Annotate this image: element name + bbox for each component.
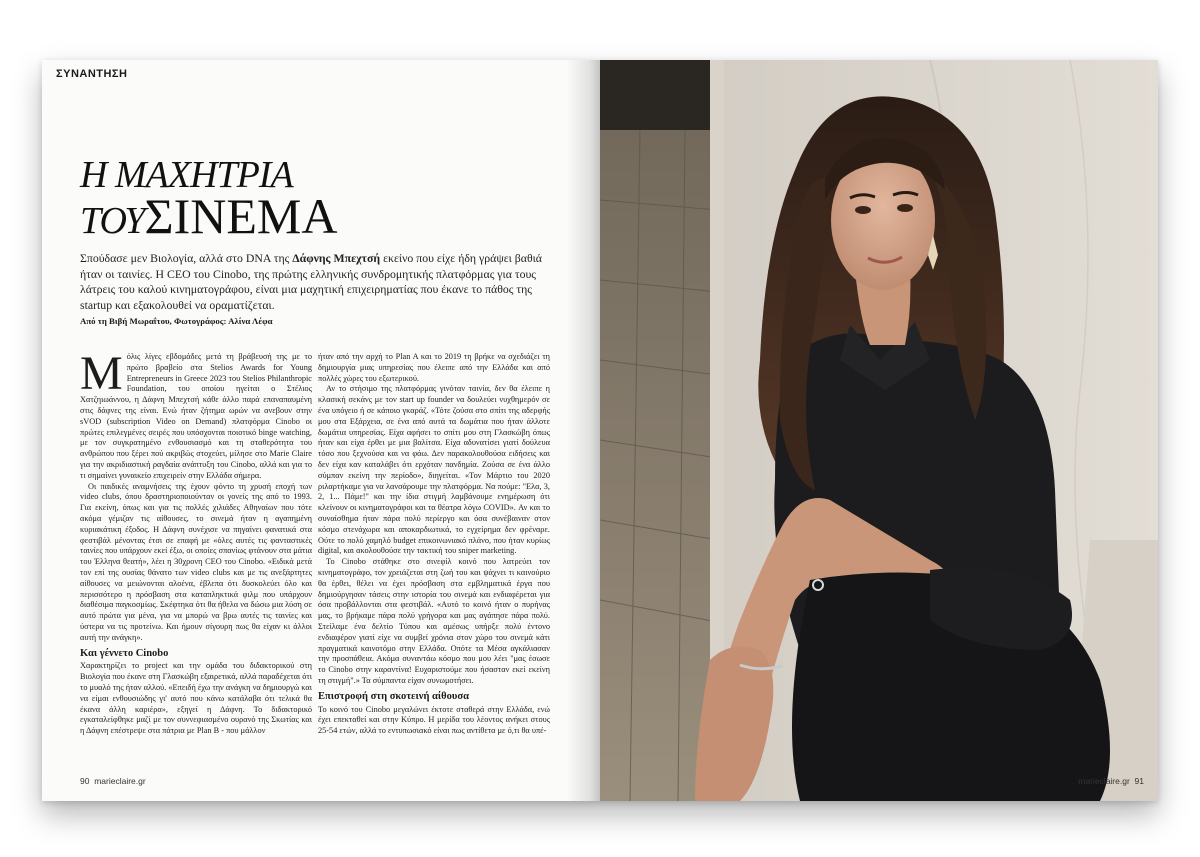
page-number: 90 [80,776,90,786]
body-paragraph: Το Cinobo στάθηκε στο σινεφίλ κοινό που λατρεύει τον κινηματογράφο, τον χρειάζεται στη ζωή του και ψάχνει τι καινούριο θα έρθει, θέλει να έχει πρόσβαση στα εμβληματικά έργα που δημιούργησαν τάσεις στην ιστορία του σινεμά και ενδιαφέρεται για όσα προβάλλονται στα φεστιβάλ. «Αυτό το κοινό ήταν ο πυρήνας μας, το βρήκαμε πάρα πολύ γρήγορα και μας αγάπησε πάρα πολύ. Στείλαμε ένα δελτίο Τύπου και αμέσως υπήρξε πολύ έντονο ενδιαφέρον γιατί είχε να συμβεί χρόνια στον χώρο του σινεμά κάτι πραγματικά καινοτόμο στην Ελλάδα. Οπότε τα Μέσα αγκάλιασαν την προσπάθεια. Ακόμα συναντάω κόσμο που μου λέει "μας έσωσε το Cinobo στην καραντίνα! Ευχαριστούμε που ήσασταν εκεί εκείνη τη στιγμή".» Τα σύμπαντα είχαν συνωμοτήσει. [318,557,550,685]
title-line-1: Η ΜΑΧΗΤΡΙΑ [80,154,293,196]
body-column-1 [80,347,312,737]
magazine-spread [42,60,1158,801]
folio-right [1078,776,1144,786]
page-number: 91 [1134,776,1144,786]
eye-right [897,204,913,212]
title-word-cinema: ΣΙΝΕΜΑ [144,187,338,244]
lead-paragraph [80,251,550,313]
right-page-photo [600,60,1158,801]
drop-cap: Μ [80,347,123,400]
section-label: ΣΥΝΑΝΤΗΣΗ [56,68,128,80]
body-paragraph: ήταν από την αρχή το Plan A και το 2019 τη βρήκε να σχεδιάζει τη δημιουργία μιας υπηρεσίας που έλειπε από την Ελλάδα και από πολλές χώρες του εξωτερικού. [318,352,550,383]
lead-after: εκείνο που είχε ήδη γράψει βαθιά ήταν οι ταινίες. Η CEO του Cinobo, της πρώτης ελληνικής συνδρομητικής πλατφόρμας για τους λάτρεις του καλού κινηματογράφου, είναι μια μαχητική επιχειρηματίας που έκανε το πάθος της startup και εξακολουθεί να οραματίζεται. [80,251,542,312]
portrait-photo [600,60,1158,801]
site-name: marieclaire.gr [1078,776,1130,786]
paragraph-text: όλις λίγες εβδομάδες μετά τη βράβευσή της με το πρώτο βραβείο στα Stelios Awards for Young Entrepreneurs in Greece 2023 του Stelios Philanthropic Foundation, του οποίου ηγείται ο Στέλιος Χατζηιωάννου, η Δάφνη Μπεχτσή κάθε άλλο παρά επαναπαυμένη στις δάφνες της είναι. Ενώ ήταν ζήτημα ωρών να ανεβουν στην sVOD (subscription Video on Demand) πλατφόρμα Cinobo οι πρώτες επιλεγμένες σειρές που υπόσχονται ποιοτικό binge watching, με τον συγκρατημένο ενθουσιασμό και τη σταθερότητα του ανθρώπου που ξέρει πού ακριβώς στοχεύει, μίλησε στο Marie Claire για την ακριδιαστική ραγδαία ανάπτυξη του Cinobo, αλλά και για το τι σημαίνει γυναικείο επιχειρείν στην Ελλάδα σήμερα. [80,352,312,480]
dark-corner [600,60,718,130]
body-paragraph [80,347,312,482]
site-name: marieclaire.gr [94,776,146,786]
subheading: Επιστροφή στη σκοτεινή αίθουσα [318,690,469,702]
article-title [80,154,338,244]
lead-before: Σπούδασε μεν Βιολογία, αλλά στο DNA της [80,251,293,265]
gutter-shadow [566,60,600,801]
title-line-2 [80,187,338,244]
left-page [42,60,600,801]
pavement [600,60,718,801]
subheading: Και γέννετο Cinobo [80,647,169,659]
body-paragraph: Οι παιδικές αναμνήσεις της έχουν φόντο τη χρυσή εποχή των video clubs, όπου δραστηριοποιούνταν οι γονείς της από το 1993. Για εκείνη, όπως και για τις πολλές χιλιάδες Αθηναίων που τότε ακόμα γέμιζαν τις αίθουσες, το σινεμά ήταν η αγαπημένη κυριακάτικη έξοδος. Η Δάφνη συνέχισε να πηγαίνει φανατικά στα φεστιβάλ μένοντας έτσι σε επαφή με «όλες αυτές τις φανταστικές ταινίες που υπάρχουν εκεί έξω, οι οποίες σπανίως φτάνουν στα μάτια του Έλληνα θεατή», λέει η 30χρονη CEO του Cinobo. «Ειδικά μετά τον επί της ουσίας θάνατο των video clubs και με τις ανεξάρτητες αίθουσες να μειώνονται αλοένα, έβλεπα ότι δυσκολεύει όλο και περισσότερο η πρόσβαση στα καταπληκτικά φιλμ που υπάρχουν διαθέσιμα παγκοσμίως. Σκέφτηκα ότι θα ήθελα να δώσω μια λύση σε αυτό πρώτα για μένα, για να μπορώ να βρω αυτές τις ταινίες και ύστερα να τις προτείνω. Και ήμουν σίγουρη πως θα είχαν κι άλλοι αυτή την ανάγκη». [80,481,312,642]
body-paragraph: Το κοινό του Cinobo μεγαλώνει έκτοτε σταθερά στην Ελλάδα, ενώ έχει επεκταθεί και στην Κύπρο. Η μερίδα του λέοντος ανήκει στους 25-54 ετών, αλλά το εντυπωσιακό είναι πως αντίθετα με ό,τι θα υπέ- [318,704,550,736]
body-paragraph: Χαρακτηρίζει το project και την ομάδα του διδακτορικού στη Βιολογία που έκανε στη Γλασκώβη εξαιρετικά, αλλά παραδέχεται ότι το μυαλό της ήταν αλλού. «Επειδή έχω την ανάγκη να δημιουργώ και να είμαι ενθουσιώδης γι' αυτό που κάνω κατάλαβα ότι τελικά θα έκανα άλλη καριέρα», εξηγεί η Δάφνη. Το διδακτορικό εγκαταλείφθηκε μαζί με τον συννεφιασμένο ουρανό της Σκωτίας και η Δάφνη επέστρεψε στα πάτρια με Plan B - που μάλλον [80,661,312,736]
lead-name: Δάφνης Μπεχτσή [292,251,381,265]
folio-left [80,776,146,786]
body-column-2 [318,352,550,737]
byline-credits: Από τη Βιβή Μωραΐτου, Φωτογράφος: Αλίνα Λέφα [80,316,273,326]
eye-left [855,206,871,214]
title-word-tou: ΤΟΥ [80,199,145,242]
body-paragraph: Αν το στήσιμο της πλατφόρμας γινόταν ταινία, δεν θα έλειπε η κλασική σεκάνς με τον start up founder να δουλεύει νυχθημερόν σε ένα υπόγειο ή σε κάποιο γκαράζ. «Τότε ζούσα στο σπίτι της αδερφής μου στα Εξάρχεια, σε ένα από αυτά τα δωμάτια που ήταν άλλοτε δωμάτια υπηρεσίας. Είχα αφήσει το σπίτι μου στη Γλασκώβη όπως ήταν και είχα έρθει με μια βαλίτσα. Είχα αδυνατίσει γιατί δούλευα τόσο που ξεχνούσα και να φάω. Δεν παρακολουθούσα ειδήσεις και δεν είχα καν καταλάβει ότι ερχόταν πανδημία. Ζούσα σε ένα άλλο σύμπαν εκείνη την περίοδο», διηγείται. «Τον Μάρτιο του 2020 ριλαρτήκαμε για να λανσάρουμε την πλατφόρμα. Να πούμε: "Ελα, 3, 2, 1... Πάμε!" και την ίδια στιγμή λαμβάνουμε ενημέρωση ότι κλείνουν οι κινηματογράφοι και τα θέατρα λόγω COVID». Αν και το συναίσθημα ήταν πάρα πολύ περίεργο και όσα συνέβαιναν στον κόσμο στενάχωρα και αποκαρδιωτικά, το εγχείρημα δεν φρέναρε. Ούτε το πολύ χαμηλό budget επικοινωνιακό πλάνο, που ήταν κυρίως digital, και ακολουθούσε την τακτική του sniper marketing. [318,384,550,556]
